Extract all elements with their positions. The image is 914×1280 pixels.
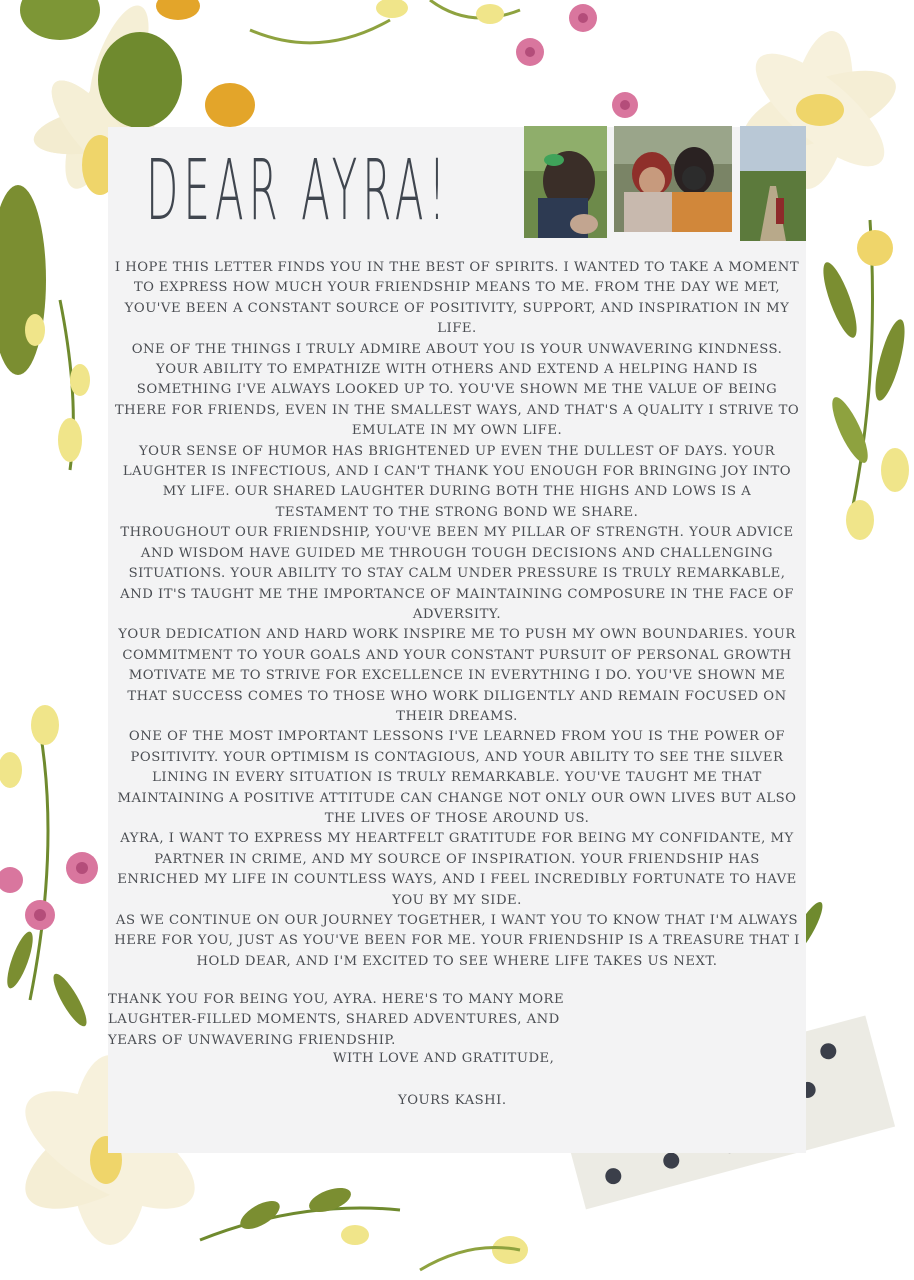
letter-paragraph: AYRA, I WANT TO EXPRESS MY HEARTFELT GRATITUDE FOR BEING MY CONFIDANTE, MY PARTNER IN CRIME, AND MY SOURCE OF INSPIRATION. YOUR FRIENDSHIP HAS ENRICHED MY LIFE IN COUNTLESS WAYS, AND I FEEL INCREDIBLY FORTUNATE TO HAVE YOU BY MY SIDE. [117, 831, 797, 908]
letter-paragraph: AS WE CONTINUE ON OUR JOURNEY TOGETHER, I WANT YOU TO KNOW THAT I'M ALWAYS HERE FOR YOU, JUST AS YOU'VE BEEN FOR ME. YOUR FRIENDSHIP IS A TREASURE THAT I HOLD DEAR, AND I'M EXCITED TO SEE WHERE LIFE TAKES US NEXT. [114, 913, 800, 969]
letter-paragraph: ONE OF THE THINGS I TRULY ADMIRE ABOUT YOU IS YOUR UNWAVERING KINDNESS. YOUR ABILITY TO EMPATHIZE WITH OTHERS AND EXTEND A HELPING HAND IS SOMETHING I'VE ALWAYS LOOKED UP TO. YOU'VE SHOWN ME THE VALUE OF BEING THERE FOR FRIENDS, EVEN IN THE SMALLEST WAYS, AND THAT'S A QUALITY I STRIVE TO EMULATE IN MY OWN LIFE. [114, 341, 800, 439]
stem-icon [30, 730, 48, 1000]
photo-child-leaves-icon [524, 126, 607, 238]
photo-path-figure [740, 126, 806, 241]
letter-paragraph: YOUR SENSE OF HUMOR HAS BRIGHTENED UP EVEN THE DULLEST OF DAYS. YOUR LAUGHTER IS INFECTIOUS, AND I CAN'T THANK YOU ENOUGH FOR BRINGING JOY INTO MY LIFE. OUR SHARED LAUGHTER DURING BOTH THE HIGHS AND LOWS IS A TESTAMENT TO THE STRONG BOND WE SHARE. [122, 443, 792, 520]
leaf-icon [0, 185, 46, 375]
letter-signoff: WITH LOVE AND GRATITUDE, [333, 1051, 555, 1066]
stem-icon [200, 1208, 400, 1240]
photo-two-friends-icon [614, 126, 732, 232]
letter-paragraph: THROUGHOUT OUR FRIENDSHIP, YOU'VE BEEN MY PILLAR OF STRENGTH. YOUR ADVICE AND WISDOM HAVE GUIDED ME THROUGH TOUGH DECISIONS AND CHALLENGING SITUATIONS. YOUR ABILITY TO STAY CALM UNDER PRESSURE IS TRULY REMARKABLE, AND IT'S TAUGHT ME THE IMPORTANCE OF MAINTAINING COMPOSURE IN THE FACE OF ADVERSITY. [120, 525, 794, 622]
letter-paragraph: ONE OF THE MOST IMPORTANT LESSONS I'VE LEARNED FROM YOU IS THE POWER OF POSITIVITY. YOUR OPTIMISM IS CONTAGIOUS, AND YOUR ABILITY TO SEE THE SILVER LINING IN EVERY SITUATION IS TRULY REMARKABLE. YOU'VE TAUGHT ME THAT MAINTAINING A POSITIVE ATTITUDE CAN CHANGE NOT ONLY OUR OWN LIVES BUT ALSO THE LIVES OF THOSE AROUND US. [117, 729, 797, 826]
photo-child-leaves [524, 126, 607, 238]
pink-flower-icon [0, 867, 23, 893]
letter-paragraph: I HOPE THIS LETTER FINDS YOU IN THE BEST OF SPIRITS. I WANTED TO TAKE A MOMENT TO EXPRESS HOW MUCH YOUR FRIENDSHIP MEANS TO ME. FROM THE DAY WE MET, YOU'VE BEEN A CONSTANT SOURCE OF POSITIVITY, SUPPORT, AND INSPIRATION IN MY LIFE. [114, 260, 800, 337]
letter-title: DEAR AYRA! [146, 141, 451, 239]
leaf-icon [98, 32, 182, 128]
orange-bud-icon [205, 83, 255, 127]
letter-paragraph: YOUR DEDICATION AND HARD WORK INSPIRE ME TO PUSH MY OWN BOUNDARIES. YOUR COMMITMENT TO YOUR GOALS AND YOUR CONSTANT PURSUIT OF PERSONAL GROWTH MOTIVATE ME TO STRIVE FOR EXCELLENCE IN EVERYTHING I DO. YOU'VE SHOWN ME THAT SUCCESS COMES TO THOSE WHO WORK DILIGENTLY AND REMAIN FOCUSED ON THEIR DREAMS. [118, 627, 796, 724]
letter-signature: YOURS KASHI. [398, 1093, 507, 1108]
letter-closing: THANK YOU FOR BEING YOU, AYRA. HERE'S TO MANY MORE LAUGHTER-FILLED MOMENTS, SHARED ADVENTURES, AND YEARS OF UNWAVERING FRIENDSHIP. [108, 992, 565, 1048]
leaf-icon [20, 0, 100, 40]
photo-path-figure-icon [740, 126, 806, 241]
stem-icon [250, 20, 390, 43]
letter-body [108, 258, 806, 972]
stem-icon [430, 0, 520, 18]
photo-two-friends [614, 126, 732, 232]
orange-bud-icon [156, 0, 200, 20]
